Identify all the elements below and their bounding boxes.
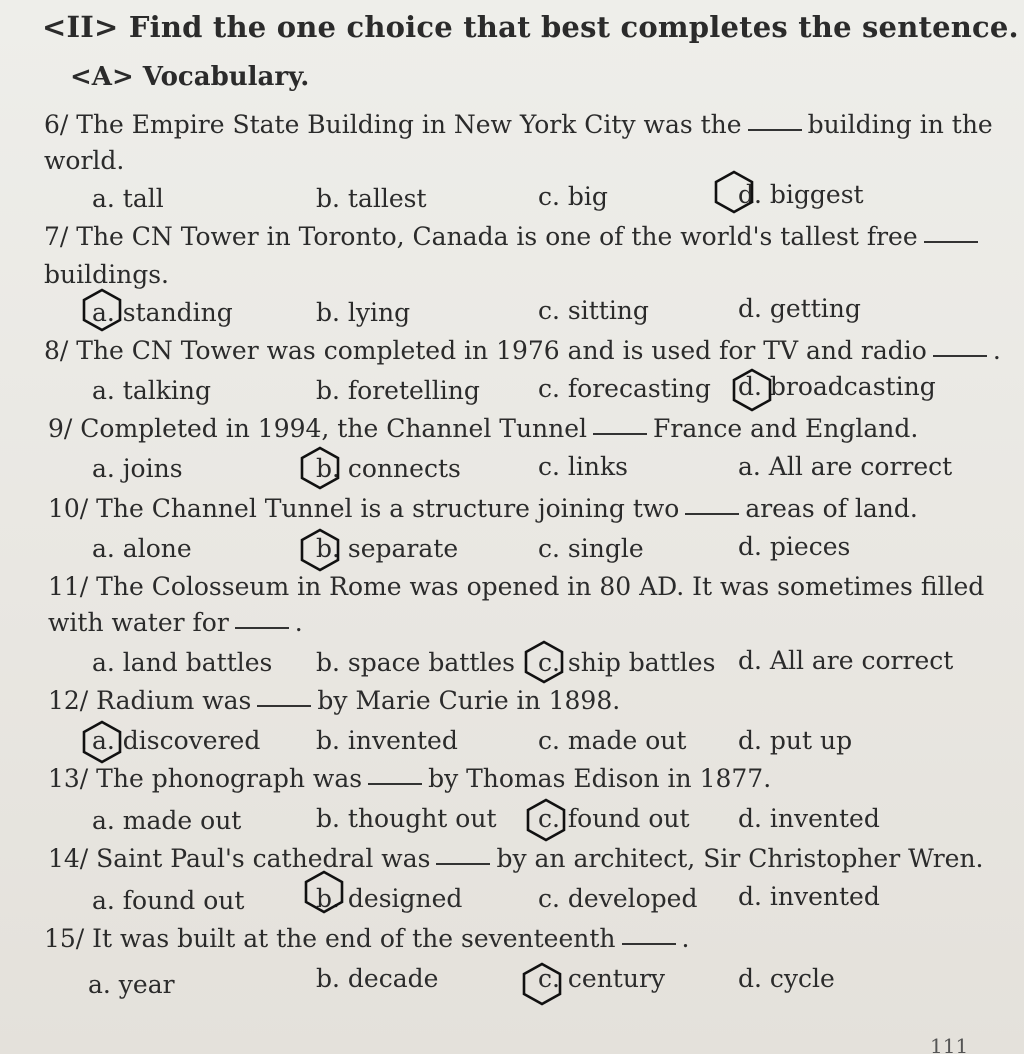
option-12a[interactable]: a. discovered [92, 726, 261, 755]
question-11-line-2: with water for . [48, 608, 303, 637]
question-11-line-1: 11/ The Colosseum in Rome was opened in 80 AD. It was sometimes filled [48, 572, 985, 601]
option-10b[interactable]: b. separate [316, 534, 459, 563]
circled-answer-mark [730, 368, 774, 412]
option-6c[interactable]: c. big [538, 182, 608, 211]
question-14-line-1: 14/ Saint Paul's cathedral was by an architect, Sir Christopher Wren. [48, 844, 984, 873]
question-7-line-2: buildings. [44, 260, 169, 289]
answer-blank [257, 705, 311, 707]
circled-answer-mark [712, 170, 756, 214]
question-10-line-1: 10/ The Channel Tunnel is a structure joining two areas of land. [48, 494, 918, 523]
option-14d[interactable]: d. invented [738, 882, 880, 911]
option-6d[interactable]: d. biggest [738, 180, 864, 209]
answer-blank [685, 513, 739, 515]
option-9c[interactable]: c. links [538, 452, 628, 481]
answer-blank [924, 241, 978, 243]
section-title: <II> Find the one choice that best completes the sentence. [42, 10, 1019, 44]
option-8a[interactable]: a. talking [92, 376, 211, 405]
option-15c[interactable]: c. century [538, 964, 666, 993]
option-11a[interactable]: a. land battles [92, 648, 273, 677]
option-6b[interactable]: b. tallest [316, 184, 427, 213]
circled-answer-mark [522, 640, 566, 684]
answer-blank [622, 943, 676, 945]
option-9a[interactable]: a. joins [92, 454, 183, 483]
question-8-line-1: 8/ The CN Tower was completed in 1976 and is used for TV and radio . [44, 336, 1001, 365]
option-12b[interactable]: b. invented [316, 726, 458, 755]
option-14a[interactable]: a. found out [92, 886, 245, 915]
option-10c[interactable]: c. single [538, 534, 644, 563]
circled-answer-mark [524, 798, 568, 842]
question-9-line-1: 9/ Completed in 1994, the Channel Tunnel France and England. [48, 414, 919, 443]
option-9d[interactable]: a. All are correct [738, 452, 953, 481]
option-15b[interactable]: b. decade [316, 964, 439, 993]
option-8c[interactable]: c. forecasting [538, 374, 711, 403]
section-subtitle: <A> Vocabulary. [70, 62, 310, 92]
option-14b[interactable]: b. designed [316, 884, 463, 913]
answer-blank [593, 433, 647, 435]
option-15d[interactable]: d. cycle [738, 964, 835, 993]
option-11b[interactable]: b. space battles [316, 648, 515, 677]
circled-answer-mark [520, 962, 564, 1006]
question-6-line-1: 6/ The Empire State Building in New York City was the building in the [44, 110, 993, 139]
answer-blank [748, 129, 802, 131]
option-11c[interactable]: c. ship battles [538, 648, 716, 677]
circled-answer-mark [302, 870, 346, 914]
question-12-line-1: 12/ Radium was by Marie Curie in 1898. [48, 686, 621, 715]
answer-blank [436, 863, 490, 865]
option-7c[interactable]: c. sitting [538, 296, 649, 325]
answer-blank [933, 355, 987, 357]
option-7a[interactable]: a. standing [92, 298, 233, 327]
answer-blank [368, 783, 422, 785]
option-13c[interactable]: c. found out [538, 804, 690, 833]
option-10d[interactable]: d. pieces [738, 532, 851, 561]
option-15a[interactable]: a. year [88, 970, 175, 999]
option-10a[interactable]: a. alone [92, 534, 192, 563]
option-12d[interactable]: d. put up [738, 726, 853, 755]
option-12c[interactable]: c. made out [538, 726, 687, 755]
option-8b[interactable]: b. foretelling [316, 376, 480, 405]
question-7-line-1: 7/ The CN Tower in Toronto, Canada is one of the world's tallest free [44, 224, 984, 249]
question-6-line-2: world. [44, 146, 125, 175]
option-13b[interactable]: b. thought out [316, 804, 497, 833]
option-7d[interactable]: d. getting [738, 294, 861, 323]
circled-answer-mark [80, 288, 124, 332]
page-number: 111 [930, 1034, 969, 1054]
option-6a[interactable]: a. tall [92, 184, 164, 213]
question-15-line-1: 15/ It was built at the end of the seventeenth . [44, 924, 690, 953]
circled-answer-mark [298, 446, 342, 490]
option-8d[interactable]: d. broadcasting [738, 372, 936, 401]
question-13-line-1: 13/ The phonograph was by Thomas Edison in 1877. [48, 764, 772, 793]
option-7b[interactable]: b. lying [316, 298, 411, 327]
circled-answer-mark [298, 528, 342, 572]
option-11d[interactable]: d. All are correct [738, 646, 954, 675]
answer-blank [235, 627, 289, 629]
option-13d[interactable]: d. invented [738, 804, 880, 833]
option-9b[interactable]: b. connects [316, 454, 461, 483]
option-13a[interactable]: a. made out [92, 806, 242, 835]
circled-answer-mark [80, 720, 124, 764]
option-14c[interactable]: c. developed [538, 884, 698, 913]
